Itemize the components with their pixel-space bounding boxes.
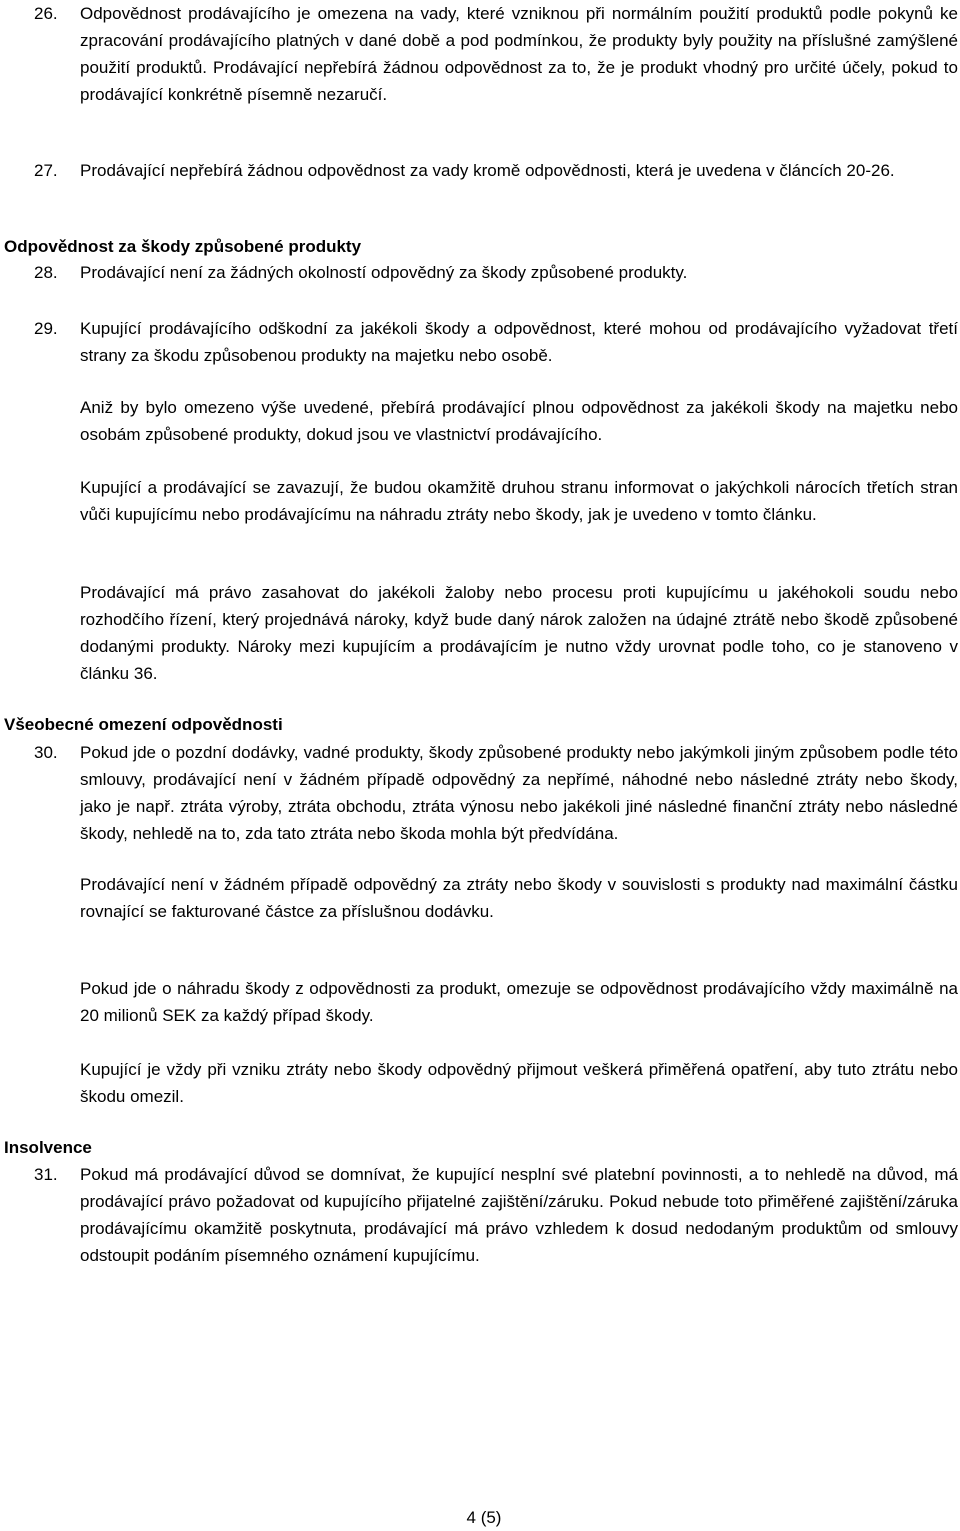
clause-text: Prodávající není za žádných okolností odpovědný za škody způsobené produkty. xyxy=(80,263,688,282)
clause-30-paragraph-2: Pokud jde o náhradu škody z odpovědnosti za produkt, omezuje se odpovědnost prodávajícího vždy maximálně na 20 milionů SEK za každý případ škody. xyxy=(80,979,958,1025)
clause-number: 31. xyxy=(34,1165,58,1184)
clause-number: 30. xyxy=(34,743,58,762)
section-heading-insolvency: Insolvence xyxy=(4,1138,92,1157)
clause-text: Odpovědnost prodávajícího je omezena na vady, které vzniknou při normálním použití produktů podle pokynů ke zpracování prodávajícího platných v dané době a pod podmínkou, že produkty byly použity na příslušné zamýšlené použití produktů. Prodávající nepřebírá žádnou odpovědnost za to, že je produkt vhodný pro určité účely, pokud to prodávající konkrétně písemně nezaručí. xyxy=(80,4,958,104)
clause-text: Kupující prodávajícího odškodní za jakékoli škody a odpovědnost, které mohou od prodávajícího vyžadovat třetí strany za škodu způsobenou produkty na majetku nebo osobě. xyxy=(80,319,958,365)
clause-text: Pokud má prodávající důvod se domnívat, že kupující nesplní své platební povinnosti, a to nehledě na důvod, má prodávající právo požadovat od kupujícího přijatelné zajištění/záruku. Pokud nebude toto přiměřené zajištění/záruka prodávajícímu okamžitě poskytnuta, prodávající má právo vzhledem k dosud nedodaným produktům od smlouvy odstoupit podáním písemného oznámení kupujícímu. xyxy=(80,1165,958,1265)
clause-number: 26. xyxy=(34,4,58,23)
clause-29-paragraph-2: Kupující a prodávající se zavazují, že budou okamžitě druhou stranu informovat o jakýchkoli nárocích třetích stran vůči kupujícímu nebo prodávajícímu na náhradu ztráty nebo škody, jak je uvedeno v tomto článku. xyxy=(80,478,958,524)
clause-30-paragraph-3: Kupující je vždy při vzniku ztráty nebo škody odpovědný přijmout veškerá přiměřená opatření, aby tuto ztrátu nebo škodu omezil. xyxy=(80,1060,958,1106)
clause-number: 28. xyxy=(34,263,58,282)
clause-number: 27. xyxy=(34,161,58,180)
page-number: 4 (5) xyxy=(466,1508,502,1527)
clause-29-paragraph-1: Aniž by bylo omezeno výše uvedené, přebírá prodávající plnou odpovědnost za jakékoli škody na majetku nebo osobám způsobené produkty, dokud jsou ve vlastnictví prodávajícího. xyxy=(80,398,958,444)
clause-30-paragraph-1: Prodávající není v žádném případě odpovědný za ztráty nebo škody v souvislosti s produkty nad maximální částku rovnající se fakturované částce za příslušnou dodávku. xyxy=(80,875,958,921)
clause-29-paragraph-3: Prodávající má právo zasahovat do jakékoli žaloby nebo procesu proti kupujícímu u jakéhokoli soudu nebo rozhodčího řízení, který projednává nároky, když bude daný nárok založen na údajné ztrátě nebo škodě způsobené dodanými produkty. Nároky mezi kupujícím a prodávajícím je nutno vždy urovnat podle toho, co je stanoveno v článku 36. xyxy=(80,583,958,683)
clause-text: Pokud jde o pozdní dodávky, vadné produkty, škody způsobené produkty nebo jakýmkoli jiným způsobem podle této smlouvy, prodávající není v žádném případě odpovědný za nepřímé, náhodné nebo následné ztráty nebo škody, jako je např. ztráta výroby, ztráta obchodu, ztráta výnosu nebo jakékoli jiné následné finanční ztráty nebo následné škody, nehledě na to, zda tato ztráta nebo škoda mohla být předvídána. xyxy=(80,743,958,843)
section-heading-product-damage: Odpovědnost za škody způsobené produkty xyxy=(4,237,362,256)
clause-text: Prodávající nepřebírá žádnou odpovědnost za vady kromě odpovědnosti, která je uvedena v článcích 20-26. xyxy=(80,161,895,180)
section-heading-general-limitation: Všeobecné omezení odpovědnosti xyxy=(4,715,283,734)
clause-number: 29. xyxy=(34,319,58,338)
